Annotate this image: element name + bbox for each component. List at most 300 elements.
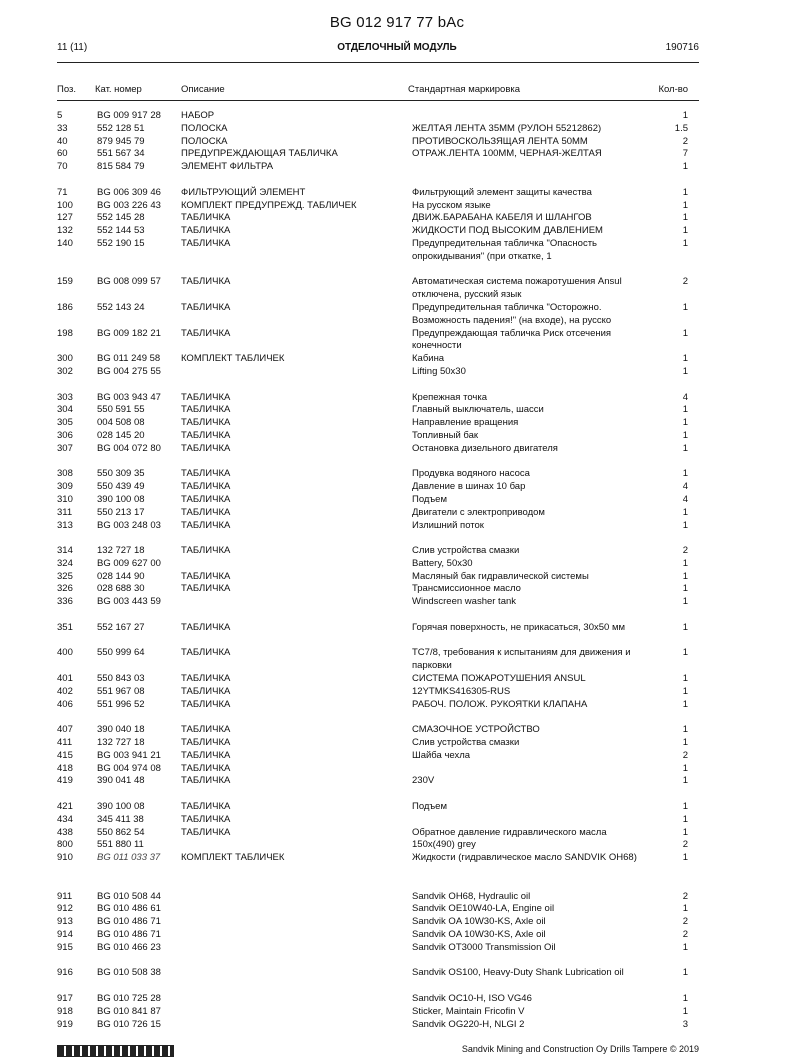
- cell-desc: ТАБЛИЧКА: [181, 327, 231, 339]
- cell-cat: BG 008 099 57: [97, 276, 161, 288]
- cell-qty: 1: [682, 1005, 688, 1017]
- cell-std: СИСТЕМА ПОЖАРОТУШЕНИЯ ANSUL: [412, 673, 586, 685]
- cell-qty: 2: [682, 135, 688, 147]
- cell-qty: 1: [682, 353, 688, 365]
- cell-cat: 879 945 79: [97, 135, 145, 147]
- cell-std: Предупредительная табличка "Осторожно. Возможность падения!" (на входе), на русско: [412, 301, 612, 326]
- table-row: [0, 520, 794, 533]
- table-row: [0, 392, 794, 405]
- cell-std: ОТРАЖ.ЛЕНТА 100ММ, ЧЕРНАЯ-ЖЕЛТАЯ: [412, 148, 602, 160]
- cell-desc: ТАБЛИЧКА: [181, 545, 231, 557]
- cell-std: Продувка водяного насоса: [412, 468, 530, 480]
- cell-qty: 1: [682, 724, 688, 736]
- cell-pos: 302: [57, 365, 73, 377]
- cell-std: Слив устройства смазки: [412, 545, 520, 557]
- table-row: [0, 775, 794, 788]
- cell-desc: КОМПЛЕКТ ТАБЛИЧЕК: [181, 852, 285, 864]
- cell-pos: 186: [57, 301, 73, 313]
- cell-cat: 552 167 27: [97, 621, 145, 633]
- table-row: [0, 353, 794, 366]
- cell-pos: 307: [57, 442, 73, 454]
- cell-desc: ТАБЛИЧКА: [181, 519, 231, 531]
- cell-qty: 1: [682, 327, 688, 339]
- table-row: [0, 903, 794, 916]
- cell-qty: 1: [682, 506, 688, 518]
- cell-cat: 132 727 18: [97, 545, 145, 557]
- header-rule: [57, 62, 699, 63]
- cell-desc: КОМПЛЕКТ ТАБЛИЧЕК: [181, 353, 285, 365]
- cell-std: ЖИДКОСТИ ПОД ВЫСОКИМ ДАВЛЕНИЕМ: [412, 225, 603, 237]
- cell-pos: 912: [57, 903, 73, 915]
- cell-std: Sandvik OE10W40-LA, Engine oil: [412, 903, 555, 915]
- cell-cat: 550 213 17: [97, 506, 145, 518]
- cell-pos: 336: [57, 596, 73, 608]
- cell-qty: 1: [682, 673, 688, 685]
- cell-qty: 1: [682, 199, 688, 211]
- cell-qty: 1: [682, 801, 688, 813]
- cell-pos: 401: [57, 673, 73, 685]
- cell-cat: BG 003 248 03: [97, 519, 161, 531]
- cell-std: Lifting 50x30: [412, 365, 466, 377]
- cell-std: Windscreen washer tank: [412, 596, 517, 608]
- cell-qty: 1: [682, 519, 688, 531]
- cell-qty: 2: [682, 890, 688, 902]
- table-row: [0, 187, 794, 200]
- cell-cat: BG 010 841 87: [97, 1005, 161, 1017]
- cell-std: Sandvik OH68, Hydraulic oil: [412, 890, 531, 902]
- column-header-qty: Кол-во: [658, 84, 688, 95]
- column-header-std: Стандартная маркировка: [408, 84, 521, 95]
- cell-desc: ТАБЛИЧКА: [181, 468, 231, 480]
- cell-std: Кабина: [412, 353, 445, 365]
- cell-qty: 3: [682, 1018, 688, 1030]
- table-row: [0, 212, 794, 225]
- table-row: [0, 417, 794, 430]
- cell-desc: ТАБЛИЧКА: [181, 481, 231, 493]
- table-row: [0, 507, 794, 520]
- cell-cat: 550 309 35: [97, 468, 145, 480]
- cell-desc: ТАБЛИЧКА: [181, 301, 231, 313]
- cell-desc: ТАБЛИЧКА: [181, 673, 231, 685]
- cell-std: Жидкости (гидравлическое масло SANDVIK OH68): [412, 852, 637, 864]
- cell-pos: 313: [57, 519, 73, 531]
- table-row: [0, 827, 794, 840]
- cell-std: 230V: [412, 775, 435, 787]
- cell-std: Масляный бак гидравлической системы: [412, 570, 589, 582]
- cell-cat: 551 967 08: [97, 685, 145, 697]
- cell-desc: ТАБЛИЧКА: [181, 775, 231, 787]
- cell-desc: ТАБЛИЧКА: [181, 391, 231, 403]
- cell-pos: 919: [57, 1018, 73, 1030]
- cell-qty: 1: [682, 941, 688, 953]
- cell-pos: 305: [57, 417, 73, 429]
- cell-qty: 1: [682, 301, 688, 313]
- cell-pos: 911: [57, 890, 73, 902]
- cell-desc: ТАБЛИЧКА: [181, 698, 231, 710]
- cell-std: На русском языке: [412, 199, 491, 211]
- cell-cat: BG 011 249 58: [97, 353, 161, 365]
- cell-cat: BG 009 627 00: [97, 557, 161, 569]
- table-row: [0, 1006, 794, 1019]
- cell-qty: 2: [682, 276, 688, 288]
- table-row: [0, 443, 794, 456]
- cell-qty: 1: [682, 698, 688, 710]
- cell-pos: 303: [57, 391, 73, 403]
- cell-std: Sandvik OA 10W30-KS, Axle oil: [412, 916, 546, 928]
- cell-desc: ТАБЛИЧКА: [181, 583, 231, 595]
- cell-qty: 1: [682, 762, 688, 774]
- cell-pos: 159: [57, 276, 73, 288]
- cell-qty: 1: [682, 442, 688, 454]
- table-row: [0, 673, 794, 686]
- table-row: [0, 481, 794, 494]
- cell-pos: 438: [57, 826, 73, 838]
- table-row: [0, 583, 794, 596]
- cell-pos: 300: [57, 353, 73, 365]
- cell-pos: 311: [57, 506, 73, 518]
- cell-std: СМАЗОЧНОЕ УСТРОЙСТВО: [412, 724, 540, 736]
- cell-cat: 552 190 15: [97, 237, 145, 249]
- cell-std: Шайба чехла: [412, 749, 471, 761]
- table-row: [0, 724, 794, 737]
- cell-std: ТС7/8, требования к испытаниям для движения и парковки: [412, 647, 631, 672]
- cell-cat: BG 010 486 61: [97, 903, 161, 915]
- document-title: BG 012 917 77 bAc: [329, 14, 465, 31]
- cell-qty: 4: [682, 481, 688, 493]
- cell-cat: 551 567 34: [97, 148, 145, 160]
- cell-desc: КОМПЛЕКТ ПРЕДУПРЕЖД. ТАБЛИЧЕК: [181, 199, 357, 211]
- table-row: [0, 468, 794, 481]
- cell-cat: BG 010 725 28: [97, 992, 161, 1004]
- cell-desc: ТАБЛИЧКА: [181, 225, 231, 237]
- cell-cat: BG 004 072 80: [97, 442, 161, 454]
- cell-std: Подъем: [412, 493, 447, 505]
- cell-pos: 402: [57, 685, 73, 697]
- cell-qty: 4: [682, 391, 688, 403]
- table-row: [0, 699, 794, 712]
- cell-pos: 915: [57, 941, 73, 953]
- cell-qty: 1: [682, 225, 688, 237]
- column-header-pos: Поз.: [57, 84, 76, 95]
- table-row: [0, 596, 794, 609]
- cell-std: Предупредительная табличка "Опасность опрокидывания" (при откатке, 1: [412, 237, 597, 262]
- cell-pos: 800: [57, 839, 73, 851]
- cell-pos: 324: [57, 557, 73, 569]
- table-row: [0, 110, 794, 123]
- cell-desc: ТАБЛИЧКА: [181, 762, 231, 774]
- cell-cat: 028 144 90: [97, 570, 145, 582]
- cell-cat: 550 439 49: [97, 481, 145, 493]
- cell-desc: ТАБЛИЧКА: [181, 801, 231, 813]
- cell-pos: 140: [57, 237, 73, 249]
- table-row: [0, 148, 794, 161]
- cell-std: Подъем: [412, 801, 447, 813]
- cell-cat: BG 003 443 59: [97, 596, 161, 608]
- cell-qty: 1: [682, 365, 688, 377]
- cell-pos: 406: [57, 698, 73, 710]
- cell-cat: BG 009 182 21: [97, 327, 161, 339]
- cell-cat: BG 003 226 43: [97, 199, 161, 211]
- cell-cat: BG 010 726 15: [97, 1018, 161, 1030]
- cell-std: Sandvik OC10-H, ISO VG46: [412, 992, 532, 1004]
- cell-desc: ТАБЛИЧКА: [181, 493, 231, 505]
- table-row: [0, 916, 794, 929]
- cell-desc: ТАБЛИЧКА: [181, 417, 231, 429]
- cell-std: ДВИЖ.БАРАБАНА КАБЕЛЯ И ШЛАНГОВ: [412, 212, 592, 224]
- cell-cat: 390 100 08: [97, 493, 145, 505]
- cell-pos: 914: [57, 929, 73, 940]
- cell-std: Обратное давление гидравлического масла: [412, 826, 607, 838]
- cell-pos: 916: [57, 967, 73, 979]
- table-row: [0, 814, 794, 827]
- cell-desc: ТАБЛИЧКА: [181, 647, 231, 659]
- cell-desc: ПРЕДУПРЕЖДАЮЩАЯ ТАБЛИЧКА: [181, 148, 338, 160]
- cell-cat: BG 011 033 37: [97, 852, 161, 864]
- cell-cat: 390 041 48: [97, 775, 145, 787]
- cell-std: Горячая поверхность, не прикасаться, 30x50 мм: [412, 621, 626, 633]
- cell-pos: 198: [57, 327, 73, 339]
- cell-cat: 551 880 11: [97, 839, 144, 851]
- cell-cat: BG 004 275 55: [97, 365, 161, 377]
- cell-std: ЖЕЛТАЯ ЛЕНТА 35ММ (РУЛОН 55212862): [412, 122, 602, 134]
- table-row: [0, 942, 794, 955]
- cell-cat: 550 591 55: [97, 404, 145, 416]
- table-row: [0, 737, 794, 750]
- cell-pos: 325: [57, 570, 73, 582]
- cell-desc: ТАБЛИЧКА: [181, 442, 231, 454]
- cell-pos: 127: [57, 212, 73, 224]
- cell-desc: ТАБЛИЧКА: [181, 724, 231, 736]
- table-row: [0, 225, 794, 238]
- cell-std: РАБОЧ. ПОЛОЖ. РУКОЯТКИ КЛАПАНА: [412, 698, 588, 710]
- cell-qty: 1: [682, 583, 688, 595]
- column-header-cat: Кат. номер: [95, 84, 142, 95]
- cell-cat: BG 010 466 23: [97, 941, 161, 953]
- cell-cat: BG 009 917 28: [97, 110, 161, 121]
- cell-qty: 1: [682, 826, 688, 838]
- footer-copyright: Sandvik Mining and Construction Oy Drills Tampere © 2019: [461, 1044, 699, 1054]
- table-row: [0, 328, 794, 354]
- cell-std: Излишний поток: [412, 519, 484, 531]
- cell-qty: 1: [682, 212, 688, 224]
- table-row: [0, 200, 794, 213]
- cell-cat: 552 128 51: [97, 122, 145, 134]
- table-row: [0, 545, 794, 558]
- table-row: [0, 647, 794, 673]
- cell-cat: 550 843 03: [97, 673, 145, 685]
- cell-pos: 5: [57, 110, 63, 121]
- cell-qty: 1: [682, 775, 688, 787]
- cell-qty: 1: [682, 237, 688, 249]
- cell-qty: 1: [682, 417, 688, 429]
- table-row: [0, 1019, 794, 1032]
- cell-qty: 1: [682, 967, 688, 979]
- cell-pos: 304: [57, 404, 73, 416]
- cell-desc: ТАБЛИЧКА: [181, 621, 231, 633]
- cell-std: Топливный бак: [412, 429, 479, 441]
- cell-desc: ТАБЛИЧКА: [181, 212, 231, 224]
- cell-qty: 2: [682, 916, 688, 928]
- cell-qty: 1: [682, 992, 688, 1004]
- table-row: [0, 993, 794, 1006]
- cell-cat: 550 999 64: [97, 647, 145, 659]
- document-code: 190716: [665, 42, 699, 53]
- cell-qty: 1: [682, 570, 688, 582]
- table-row: [0, 276, 794, 302]
- table-row: [0, 123, 794, 136]
- cell-pos: 434: [57, 813, 73, 825]
- cell-qty: 7: [682, 148, 688, 160]
- cell-cat: 552 144 53: [97, 225, 145, 237]
- column-rule: [57, 100, 699, 101]
- cell-desc: ТАБЛИЧКА: [181, 404, 231, 416]
- cell-qty: 2: [682, 545, 688, 557]
- cell-pos: 351: [57, 621, 73, 633]
- cell-desc: ТАБЛИЧКА: [181, 749, 231, 761]
- cell-qty: 1: [682, 110, 688, 121]
- table-row: [0, 366, 794, 379]
- cell-pos: 132: [57, 225, 73, 237]
- table-row: [0, 494, 794, 507]
- table-row: [0, 763, 794, 776]
- table-row: [0, 801, 794, 814]
- table-row: [0, 558, 794, 571]
- cell-desc: ТАБЛИЧКА: [181, 813, 231, 825]
- table-row: [0, 136, 794, 149]
- cell-pos: 407: [57, 724, 73, 736]
- cell-pos: 913: [57, 916, 73, 928]
- cell-pos: 310: [57, 493, 73, 505]
- cell-cat: 004 508 08: [97, 417, 145, 429]
- cell-pos: 306: [57, 429, 73, 441]
- cell-desc: ТАБЛИЧКА: [181, 570, 231, 582]
- table-row: [0, 891, 794, 904]
- cell-desc: ТАБЛИЧКА: [181, 506, 231, 518]
- cell-std: Sticker, Maintain Fricofin V: [412, 1005, 525, 1017]
- cell-desc: ТАБЛИЧКА: [181, 276, 231, 288]
- cell-cat: 551 996 52: [97, 698, 145, 710]
- cell-pos: 40: [57, 135, 68, 147]
- cell-pos: 100: [57, 199, 73, 211]
- cell-std: Слив устройства смазки: [412, 737, 520, 749]
- table-row: [0, 238, 794, 264]
- cell-qty: 4: [682, 493, 688, 505]
- cell-qty: 1: [682, 596, 688, 608]
- cell-qty: 2: [682, 929, 688, 940]
- cell-std: 150x(490) grey: [412, 839, 476, 851]
- cell-qty: 1: [682, 813, 688, 825]
- cell-pos: 400: [57, 647, 73, 659]
- cell-std: Давление в шинах 10 бар: [412, 481, 526, 493]
- cell-pos: 70: [57, 161, 68, 173]
- cell-std: 12YTMKS416305-RUS: [412, 685, 511, 697]
- cell-cat: BG 003 941 21: [97, 749, 161, 761]
- cell-std: Главный выключатель, шасси: [412, 404, 544, 416]
- cell-cat: 815 584 79: [97, 161, 145, 173]
- cell-desc: НАБОР: [181, 110, 215, 121]
- cell-std: Sandvik OA 10W30-KS, Axle oil: [412, 929, 546, 940]
- cell-std: Battery, 50x30: [412, 557, 473, 569]
- cell-cat: 552 145 28: [97, 212, 145, 224]
- cell-desc: ПОЛОСКА: [181, 122, 228, 134]
- cell-desc: ТАБЛИЧКА: [181, 737, 231, 749]
- table-row: [0, 967, 794, 993]
- cell-desc: ТАБЛИЧКА: [181, 429, 231, 441]
- cell-cat: 552 143 24: [97, 301, 145, 313]
- cell-pos: 308: [57, 468, 73, 480]
- section-title: ОТДЕЛОЧНЫЙ МОДУЛЬ: [337, 42, 457, 53]
- cell-cat: BG 010 486 71: [97, 916, 161, 928]
- cell-cat: 345 411 38: [97, 813, 144, 825]
- cell-std: Двигатели с электроприводом: [412, 506, 545, 518]
- cell-cat: BG 004 974 08: [97, 762, 161, 774]
- table-row: [0, 750, 794, 763]
- cell-std: Sandvik OS100, Heavy-Duty Shank Lubrication oil: [412, 967, 624, 979]
- cell-std: Sandvik OT3000 Transmission Oil: [412, 941, 556, 953]
- cell-cat: BG 003 943 47: [97, 391, 161, 403]
- cell-qty: 1: [682, 647, 688, 659]
- cell-std: Sandvik OG220-H, NLGI 2: [412, 1018, 525, 1030]
- cell-std: Предупреждающая табличка Риск отсечения конечности: [412, 327, 612, 352]
- table-row: [0, 430, 794, 443]
- table-row: [0, 302, 794, 328]
- cell-pos: 910: [57, 852, 73, 864]
- sandvik-logo: [57, 1045, 174, 1057]
- cell-pos: 918: [57, 1005, 73, 1017]
- cell-qty: 1: [682, 685, 688, 697]
- table-row: [0, 622, 794, 648]
- cell-pos: 411: [57, 737, 73, 749]
- cell-desc: ТАБЛИЧКА: [181, 685, 231, 697]
- cell-cat: BG 010 486 71: [97, 929, 161, 940]
- cell-cat: 028 145 20: [97, 429, 145, 441]
- cell-pos: 419: [57, 775, 73, 787]
- cell-qty: 1.5: [674, 122, 688, 134]
- cell-qty: 1: [682, 557, 688, 569]
- table-row: [0, 161, 794, 174]
- cell-cat: 132 727 18: [97, 737, 145, 749]
- cell-qty: 1: [682, 429, 688, 441]
- cell-pos: 60: [57, 148, 68, 160]
- cell-pos: 421: [57, 801, 73, 813]
- column-header-desc: Описание: [181, 84, 225, 95]
- cell-qty: 1: [682, 852, 688, 864]
- cell-desc: ПОЛОСКА: [181, 135, 228, 147]
- table-row: [0, 571, 794, 584]
- table-row: [0, 929, 794, 942]
- cell-cat: 550 862 54: [97, 826, 145, 838]
- table-row: [0, 839, 794, 852]
- table-row: [0, 852, 794, 878]
- cell-std: Трансмиссионное масло: [412, 583, 521, 595]
- cell-pos: 418: [57, 762, 73, 774]
- cell-std: Автоматическая система пожаротушения Ansul отключена, русский язык: [412, 276, 622, 301]
- cell-cat: 390 100 08: [97, 801, 145, 813]
- cell-qty: 2: [682, 749, 688, 761]
- table-row: [0, 686, 794, 699]
- cell-desc: ТАБЛИЧКА: [181, 237, 231, 249]
- cell-std: Остановка дизельного двигателя: [412, 442, 558, 454]
- cell-pos: 309: [57, 481, 73, 493]
- page-number: 11 (11): [57, 42, 88, 53]
- cell-qty: 1: [682, 621, 688, 633]
- cell-qty: 1: [682, 161, 688, 173]
- cell-pos: 917: [57, 992, 73, 1004]
- cell-pos: 415: [57, 749, 73, 761]
- cell-pos: 326: [57, 583, 73, 595]
- cell-qty: 1: [682, 468, 688, 480]
- cell-desc: ФИЛЬТРУЮЩИЙ ЭЛЕМЕНТ: [181, 186, 306, 198]
